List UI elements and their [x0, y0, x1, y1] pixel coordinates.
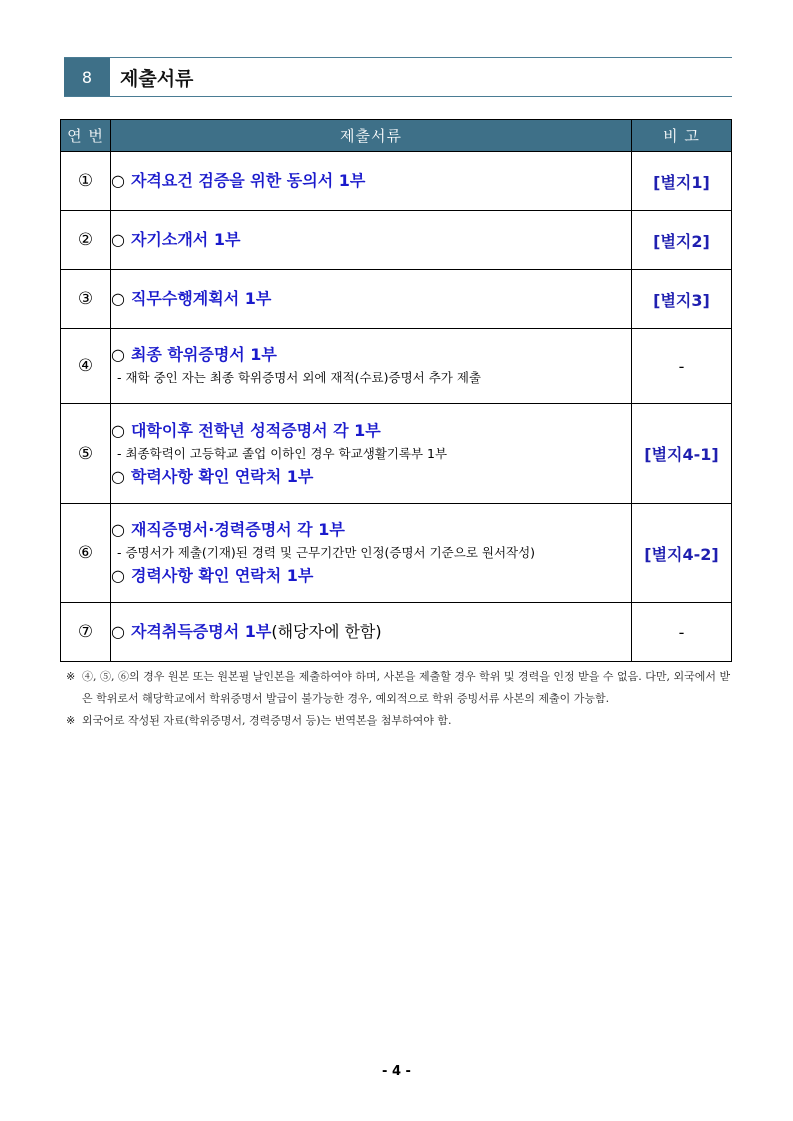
document-item-suffix: (해당자에 한함) [271, 622, 382, 641]
document-item [111, 287, 631, 311]
note-text: 외국어로 작성된 자료(학위증명서, 경력증명서 등)는 번역본을 첨부하여야 함. [82, 714, 452, 727]
table-row [61, 270, 732, 329]
documents-table [60, 119, 732, 662]
row-number: ⑥ [61, 504, 111, 603]
row-remark: [별지2] [632, 211, 732, 270]
document-item-text: 재직증명서·경력증명서 각 1부 [130, 520, 345, 539]
document-item-text: 최종 학위증명서 1부 [130, 345, 277, 364]
document-item [111, 564, 631, 588]
row-remark: [별지4-2] [632, 504, 732, 603]
circle-bullet-icon: ○ [111, 420, 125, 440]
reference-mark-icon: ※ [66, 670, 76, 683]
table-row [61, 404, 732, 504]
circle-bullet-icon: ○ [111, 566, 125, 585]
document-item [111, 343, 631, 367]
note-text: ④, ⑤, ⑥의 경우 원본 또는 원본필 날인본을 제출하여야 하며, 사본을 제출할 경우 학위 및 경력을 인정 받을 수 없음. 다만, 외국에서 받은 학위로서 해당학교에서 학위증명서 발급이 불가능한 경우, 예외적으로 학위 증빙서류 사본의 제출이 가능함. [82, 670, 731, 705]
row-number: ① [61, 152, 111, 211]
document-sub-note: - 증명서가 제출(기재)된 경력 및 근무기간만 인정(증명서 기준으로 원서작성) [117, 545, 536, 560]
circle-bullet-icon: ○ [111, 466, 125, 486]
row-documents [111, 504, 632, 603]
row-documents [111, 603, 632, 662]
document-item [111, 465, 631, 489]
table-row [61, 504, 732, 603]
circle-bullet-icon: ○ [111, 520, 125, 539]
table-header-row [61, 120, 732, 152]
circle-bullet-icon: ○ [111, 345, 125, 364]
row-remark: - [632, 603, 732, 662]
document-item-text: 직무수행계획서 1부 [130, 289, 272, 308]
document-item-text: 대학이후 전학년 성적증명서 각 1부 [130, 420, 381, 440]
circle-bullet-icon: ○ [111, 622, 125, 641]
note-item [66, 710, 734, 732]
section-header [64, 57, 732, 97]
document-sub-note: - 최종학력이 고등학교 졸업 이하인 경우 학교생활기록부 1부 [117, 445, 448, 461]
section-title: 제출서류 [120, 67, 194, 90]
document-item [111, 419, 631, 443]
header-no: 연 번 [61, 120, 111, 152]
document-item [111, 620, 631, 644]
row-number: ③ [61, 270, 111, 329]
row-number: ⑦ [61, 603, 111, 662]
table-row [61, 152, 732, 211]
note-item [66, 666, 734, 710]
page-number: - 4 - [382, 1064, 411, 1079]
row-remark: - [632, 329, 732, 404]
row-documents [111, 329, 632, 404]
row-number: ⑤ [61, 404, 111, 504]
row-documents [111, 270, 632, 329]
document-item-text: 자격취득증명서 1부 [130, 622, 272, 641]
table-row [61, 211, 732, 270]
document-item-text: 학력사항 확인 연락처 1부 [130, 466, 314, 486]
document-item [111, 228, 631, 252]
document-item-text: 자격요건 검증을 위한 동의서 1부 [130, 171, 366, 190]
circle-bullet-icon: ○ [111, 289, 125, 308]
document-item-text: 경력사항 확인 연락처 1부 [130, 566, 314, 585]
table-row [61, 329, 732, 404]
section-number: 8 [64, 58, 110, 96]
document-item-text: 자기소개서 1부 [130, 230, 241, 249]
header-remark: 비 고 [632, 120, 732, 152]
row-documents [111, 211, 632, 270]
header-docs: 제출서류 [111, 120, 632, 152]
circle-bullet-icon: ○ [111, 230, 125, 249]
row-number: ② [61, 211, 111, 270]
document-sub-note: - 재학 중인 자는 최종 학위증명서 외에 재적(수료)증명서 추가 제출 [117, 370, 481, 385]
row-number: ④ [61, 329, 111, 404]
notes [66, 666, 734, 732]
row-documents [111, 404, 632, 504]
row-documents [111, 152, 632, 211]
document-item [111, 518, 631, 542]
row-remark: [별지1] [632, 152, 732, 211]
document-item [111, 169, 631, 193]
table-body [61, 152, 732, 662]
row-remark: [별지4-1] [632, 404, 732, 504]
reference-mark-icon: ※ [66, 714, 76, 727]
circle-bullet-icon: ○ [111, 171, 125, 190]
table-row [61, 603, 732, 662]
row-remark: [별지3] [632, 270, 732, 329]
